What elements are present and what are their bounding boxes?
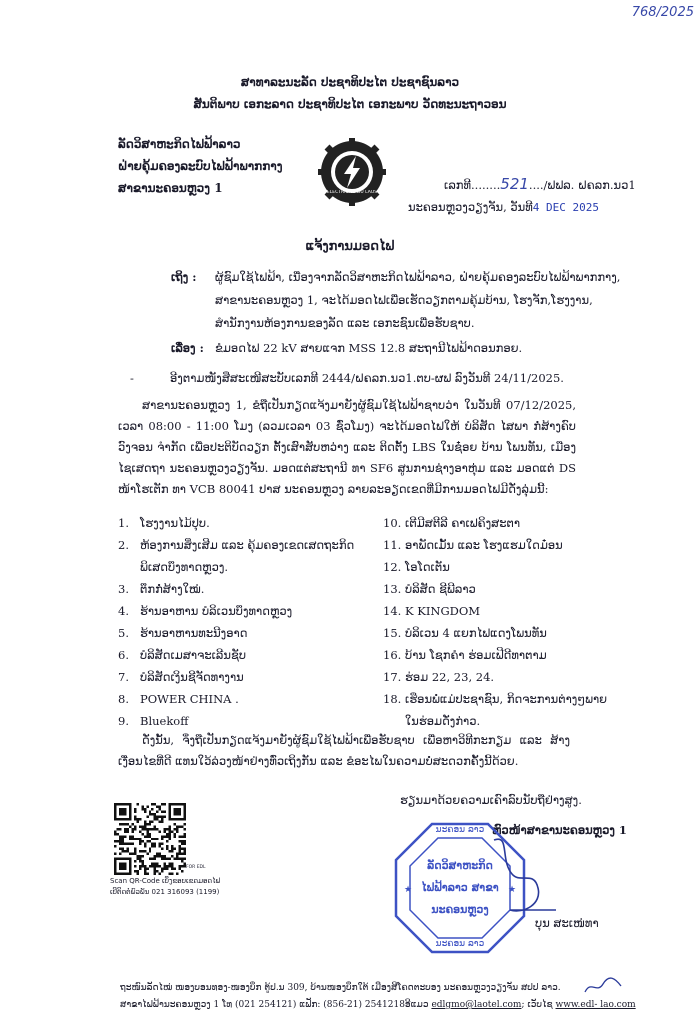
regards-line: ຮຽນມາດ້ວຍຄວາມເຄົາລົບນັບຖືຢ່າງສູງ.: [400, 793, 582, 807]
list-item: [118, 518, 210, 530]
list-item-number: 18.: [383, 692, 402, 706]
closing-paragraph: ດັ່ງນັ້ນ, ຈຶ່ງຖືເປັນກຽດແຈ້ງມາຍັງຜູ້ຊົມໃຊ້ໄຟຟ້າເພື່ອຮັບຊາບ ເພື່ອຫາວິທີກະກຽມ ແລະ ສ້າງເງື່ອນໄຂທີ່ດີ ແທນໃວ້ລ່ວງໜ້າຢ່າງທົ່ວເຖິງກັນ ແລະ ຂໍອະໄພໃນຄວາມບໍ່ສະດວກຄັ້ງນີ້ດ້ວຍ.: [118, 733, 570, 768]
list-item: [383, 606, 480, 618]
list-item: [118, 650, 246, 662]
national-header-line2: ສັນຕິພາບ ເອກະລາດ ປະຊາທິປະໄຕ ເອກະພາບ ວັດທະນະຖາວອນ: [193, 97, 507, 111]
list-item-text: ອາພັດເມັ້ນ ແລະ ໂຮງແຮມໃດມ໋ອນ: [405, 538, 563, 552]
list-item: [118, 606, 292, 618]
list-item: [118, 694, 239, 706]
sender-branch: ສາຂານະຄອນຫຼວງ 1: [118, 181, 223, 195]
stamp-line2: ໄຟຟ້າລາວ ສາຂາ: [421, 881, 499, 894]
list-item-text: ໂອໂດເຕັນ: [405, 560, 450, 574]
stamp-top-text: ນະຄອນ ລາວ: [435, 825, 485, 835]
national-header-line1: ສາທາລະນະລັດ ປະຊາທິປະໄຕ ປະຊາຊົນລາວ: [240, 75, 460, 89]
svg-text:★: ★: [404, 885, 413, 895]
subject-label: ເລື່ອງ :: [171, 341, 204, 355]
list-item: [383, 518, 520, 530]
list-item-number: 9.: [118, 714, 129, 728]
footer-phone: ສາຂາໄຟຟ້ານະຄອນຫຼວງ 1 ໂທ (021 254121) ແຟັກ: (856-21) 2541218ອີແມວ: [120, 1000, 429, 1010]
signatory-name: ບຸນ ສະເໜ່ທາ: [535, 916, 599, 930]
list-item: [118, 540, 354, 552]
ref-label: ເລກທີ: [444, 178, 472, 192]
body-paragraph: ສາຂານະຄອນຫຼວງ 1, ຂໍຖືເປັນກຽດແຈ້ງມາຍັງຜູ້ຊົມໃຊ້ໄຟຟ້າຊາບວ່າ ໃນວັນທີ 07/12/2025, ເວລາ 08:00 - 11:00 ໂມງ (ລວມເວລາ 03 ຊົ່ວໂມງ) ຈະໄດ້ມອດໄຟໃຫ້ ບໍລິສັດ ໄສພາ ກໍ່ສ້າງຄົບວົງຈອນ ຈໍາກັດ ເພື່ອປະຕິບັດວຽກ ຕັ້ງເສົາສັບຫວ່າງ ແລະ ຕິດຕັ້ງ LBS ໃນຊ໋ອຍ ບ້ານ ໂພນທັນ, ເມືອງ ໄຊເສດຖາ ນະຄອນຫຼວງວຽງຈັນ. ມອດແຕ່ສະຖານີ ທາ SF6 ສູນການຊ່າງອາຫຸ່ມ ແລະ ມອດແຕ່ DS ໜ້າໂຮເຕັກ ທາ VCB 80041 ປາສ ນະຄອນຫຼວງ ລາຍລະອຽດເຂດທີ່ມີການມອດໄຟມີດັ່ງລຸ່ມນີ້:: [118, 398, 576, 496]
footer-web-label: ; ເວັບໄຊ: [521, 1000, 553, 1010]
reference-text: ອີງຕາມໜັງສືສະເໜີສະບັບເລກທີ 2444/ຝຄລກ.ນວ1.ຕບ-ຜຟ ລົງວັນທີ 24/11/2025.: [170, 371, 564, 385]
list-item-number: 10.: [383, 516, 402, 530]
list-item-text: ຫ້ອງການສິ່ງເສີມ ແລະ ຄຸ້ມຄອງເຂດເສດຖະກິດ: [140, 538, 355, 552]
list-item: [118, 562, 228, 574]
to-line1: ຜູ້ຊົມໃຊ້ໄຟຟ້າ, ເນື່ອງຈາກລັດວິສາຫະກິດໄຟຟ້າລາວ, ຝ່າຍຄຸ້ມຄອງລະບົບໄຟຟ້າພາກກາງ,: [215, 270, 621, 284]
logo-caption: ELECTRICITE DU LAOS: [326, 190, 378, 195]
footer-web[interactable]: www.edl- lao.com: [555, 1000, 636, 1010]
list-item-text: ບໍລິສັດ ຊີພີລາວ: [405, 582, 476, 596]
list-item: [383, 672, 494, 684]
page-title: ແຈ້ງການມອດໄຟ: [305, 239, 395, 254]
list-item-number: 17.: [383, 670, 402, 684]
footer-contact: [120, 1001, 636, 1010]
list-item-text: Bluekoff: [140, 714, 189, 728]
qr-caption-1: Scan QR-Code ເບິ່ງຂອບເຂດມອດໄຟ: [110, 877, 221, 885]
list-item: [118, 716, 188, 728]
list-item: [383, 650, 547, 662]
stamp-bottom-text: ນະຄອນ ລາວ: [435, 939, 485, 949]
list-item-text: ເຕີມີສຕີລີ ຄາເຟຄິງສະຕາ: [405, 516, 521, 530]
list-item-number: 16.: [383, 648, 402, 662]
list-item: [383, 628, 547, 640]
reference-bullet: -: [130, 371, 134, 385]
list-item-text: POWER CHINA .: [140, 692, 239, 706]
list-item-text: ບໍລິສັດເມສາຈະເລີນຊັບ: [140, 648, 247, 662]
list-item: [383, 562, 450, 574]
list-item: [118, 584, 204, 596]
svg-text:★: ★: [508, 885, 517, 895]
list-item-number: 13.: [383, 582, 402, 596]
edl-logo: [318, 138, 386, 206]
signature: [490, 830, 560, 920]
list-item-text: ຕຶກກໍ່ສ້າງໃໝ່.: [140, 582, 205, 596]
list-item-text: ຮ່ອມ 22, 23, 24.: [405, 670, 495, 684]
list-item: [118, 628, 247, 640]
to-line3: ສໍານັກງານຫ້ອງການຂອງລັດ ແລະ ເອກະຊົນເພື່ອຮັບຊາບ.: [215, 316, 475, 330]
list-item-text: ຮ້ານອາຫານທະນີງອາດ: [140, 626, 248, 640]
qr-brand: FOR EDL: [186, 865, 206, 870]
list-item: [383, 694, 607, 706]
list-item-number: 8.: [118, 692, 129, 706]
list-item-text: ບໍລິສັດເງິນຊີຈັດທາງານ: [140, 670, 244, 684]
list-item: [118, 672, 244, 684]
list-item-number: 3.: [118, 582, 129, 596]
qr-code[interactable]: [114, 803, 186, 875]
list-item-number: 15.: [383, 626, 402, 640]
footer-initials: [583, 974, 623, 998]
list-item-number: 4.: [118, 604, 129, 618]
footer-email[interactable]: edlgmo@laotel.com: [431, 1000, 522, 1010]
stamp-line1: ລັດວິສາຫະກິດ: [427, 859, 493, 872]
list-item-text: ພິເສດບຶງທາດຫຼວງ.: [140, 560, 229, 574]
list-item-text: ຮ້ານອາຫານ ບໍລິເວນບຶງທາດຫຼວງ: [140, 604, 293, 618]
list-item-text: ໂຮງງານໄມ້ປຸບ.: [140, 516, 210, 530]
issue-date: 4 DEC 2025: [532, 201, 600, 214]
list-item: [383, 716, 480, 728]
signatory-position: ຫົວໜ້າສາຂານະຄອນຫຼວງ 1: [492, 823, 627, 837]
list-item-number: 2.: [118, 538, 129, 552]
ref-number: 521: [500, 175, 529, 193]
place-date-line: [408, 202, 599, 214]
sender-org: ລັດວິສາຫະກິດໄຟຟ້າລາວ: [118, 137, 241, 151]
subject-text: ຂໍມອດໄຟ 22 kV ສາຍແຈກ MSS 12.8 ສະຖານີໄຟຟ້າດອນກອຍ.: [215, 341, 523, 355]
list-item-text: K KINGDOM: [405, 604, 481, 618]
list-item-number: 7.: [118, 670, 129, 684]
corner-note: 768/2025: [631, 5, 694, 20]
list-item-number: 1.: [118, 516, 129, 530]
list-item-number: 11.: [383, 538, 402, 552]
list-item-number: 5.: [118, 626, 129, 640]
list-item-number: 12.: [383, 560, 402, 574]
list-item-text: ໃນຮ່ອມດັ່ງກ່າວ.: [405, 714, 481, 728]
list-item-text: ເຮືອນພໍ່ແມ່ປະຊາຊົນ, ກິດຈະການຕ່າງໆພາຍ: [405, 692, 608, 706]
list-item-number: 6.: [118, 648, 129, 662]
list-item: [383, 540, 563, 552]
stamp-line3: ນະຄອນຫຼວງ: [431, 903, 489, 916]
to-line2: ສາຂານະຄອນຫຼວງ 1, ຈະໄດ້ມອດໄຟເພື່ອເຮັດວຽກຕາມຄຸ້ມບ້ານ, ໂຮງຈັກ,ໂຮງງານ,: [215, 293, 593, 307]
footer-address: ຖະໜົນລັດໄໝ່ ໜອງບອນທອງ-ໜອງບຶກ ຕູ້ປ.ນ 309, ບ້ານໜອງບຶກໃຕ້ ເມືອງສີໂຄດຕະບອງ ນະຄອນຫຼວງວຽງຈັນ ສປປ ລາວ.: [120, 983, 561, 993]
place-date-label: ນະຄອນຫຼວງວຽງຈັນ, ວັນທີ: [408, 200, 533, 214]
qr-caption-2: ເບີຕິດຕໍ່ພົວພັນ 021 316093 (1199): [110, 888, 220, 896]
list-item: [383, 584, 476, 596]
to-label: ເຖິງ :: [171, 270, 197, 284]
list-item-text: ບ້ານ ໂຊກຄໍາ ຮ່ອມເຟີດີທາຕາມ: [405, 648, 547, 662]
list-item-number: 14.: [383, 604, 402, 618]
list-item-text: ບໍລິເວນ 4 ແຍກໄຟແດງໂພນທັນ: [405, 626, 547, 640]
sender-division: ຝ່າຍຄຸ້ມຄອງລະບົບໄຟຟ້າພາກກາງ: [118, 159, 283, 173]
ref-line: ເລກທີ........521..../ຟຟລ. ຝຄລກ.ນວ1: [444, 175, 636, 193]
ref-suffix: /ຟຟລ. ຝຄລກ.ນວ1: [543, 178, 636, 192]
